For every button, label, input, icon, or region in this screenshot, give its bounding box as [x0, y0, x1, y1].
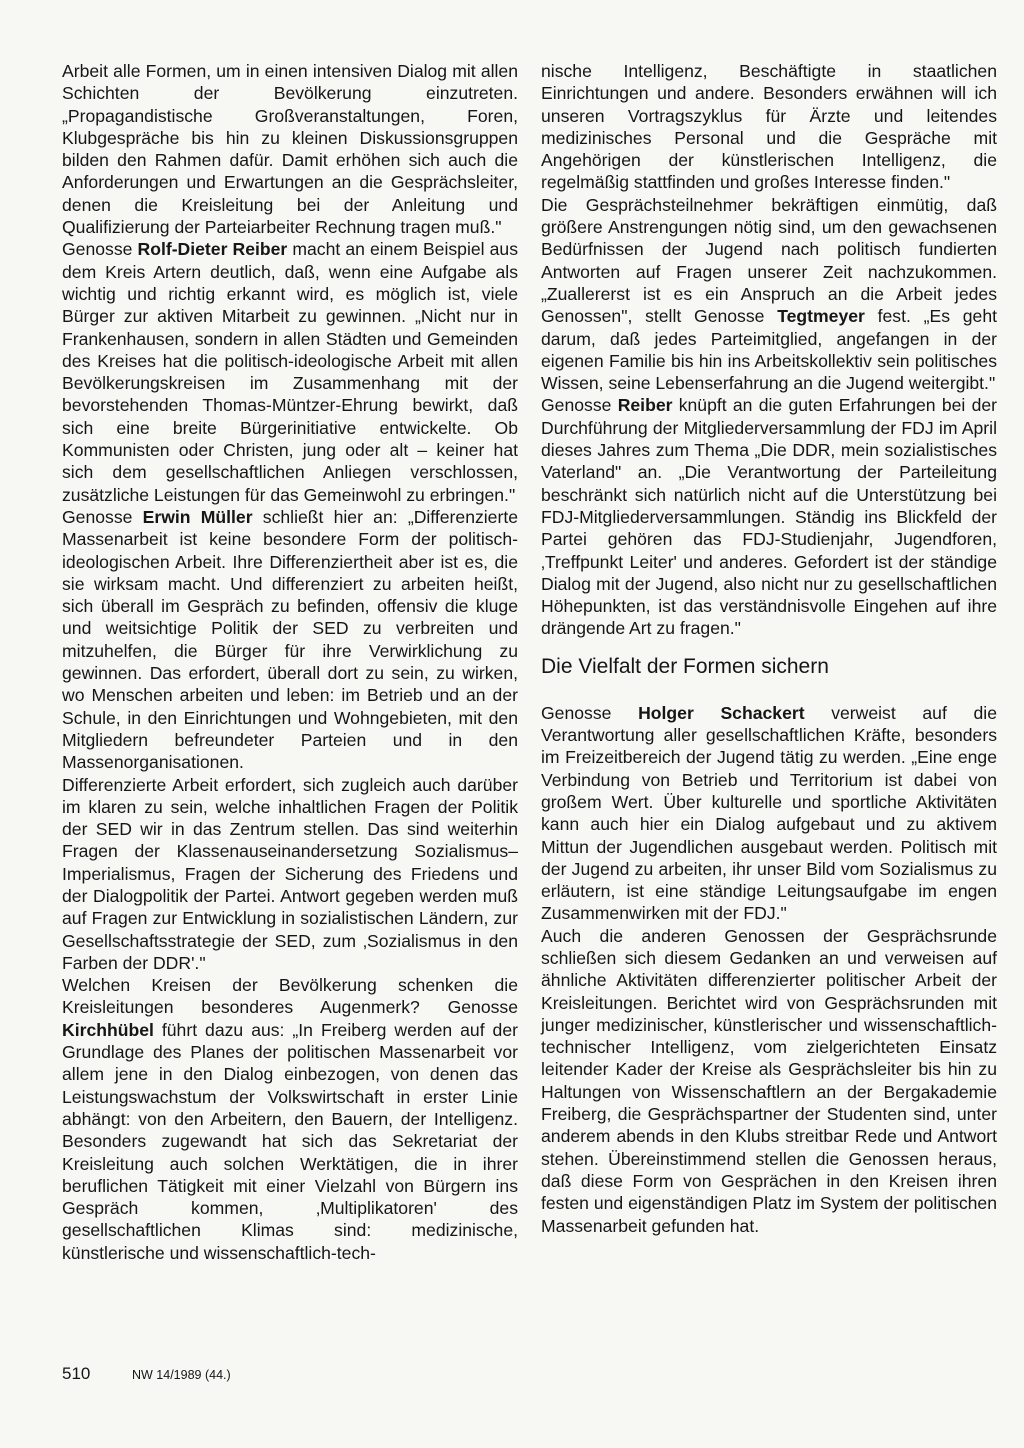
- page-number: 510: [62, 1364, 91, 1383]
- paragraph: Auch die anderen Genossen der Gesprächsrunde schließen sich diesem Gedanken an und verweisen auf ähnliche Aktivitäten differenzierter politischer Arbeit der Kreisleitungen. Berichtet wird von Gesprächsrunden mit junger medizinischer, künstlerischer und wissenschaftlich-technischer Intelligenz, vom zielgerichteten Einsatz leitender Kader der Kreise als Gesprächsleiter bis hin zu Haltungen von Wissenschaftlern an der Bergakademie Freiberg, die Gesprächspartner der Studenten sind, unter anderem abends in den Klubs streitbar Rede und Antwort stehen. Übereinstimmend stellen die Genossen heraus, daß diese Form von Gesprächen in den Kreisen ihren festen und eigenständigen Platz im System der politischen Massenarbeit gefunden hat.: [541, 925, 997, 1236]
- section-heading: Die Vielfalt der Formen sichern: [541, 654, 829, 678]
- speaker-name: Rolf-Dieter Reiber: [137, 239, 288, 260]
- paragraph-text: fest. „Es geht darum, daß jedes Parteimitglied, angefangen in der eigenen Familie bis hin ins Arbeitskollektiv sein politisches Wissen, seine Lebenserfahrung an die Jugend weitergibt.": [541, 306, 997, 394]
- paragraph: [541, 394, 997, 639]
- speaker-name: Tegtmeyer: [777, 306, 865, 327]
- paragraph-text: führt dazu aus: „In Freiberg werden auf der Grundlage des Planes der politischen Massenarbeit vor allem jene in den Dialog einbezogen, von denen das Leistungswachstum der Volkswirtschaft in erster Linie abhängt: von den Arbeitern, den Bauern, der Intelligenz. Besonders zugewandt hat sich das Sekretariat der Kreisleitung auch solchen Werktätigen, die in ihrer beruflichen Tätigkeit mit einer Vielzahl von Bürgern ins Gespräch kommen, ‚Multiplikatoren' des gesellschaftlichen Klimas sind: medizinische, künstlerische und wissenschaftlich-tech-: [62, 1019, 518, 1263]
- paragraph: [541, 194, 997, 395]
- paragraph-text: Genosse: [541, 702, 639, 723]
- paragraph: [62, 974, 518, 1264]
- paragraph-text: knüpft an die guten Erfahrungen bei der Durchführung der Mitgliederversammlung der FDJ im April dieses Jahres zum Thema „Die DDR, mein sozialistisches Vaterland" an. „Die Verantwortung der Parteileitung beschränkt sich natürlich nicht auf die Unterstützung bei FDJ-Mitgliederversammlungen. Ständig ins Blickfeld der Partei gehören das FDJ-Studienjahr, Jugendforen, ‚Treffpunkt Leiter' und anderes. Gefordert ist der ständige Dialog mit der Jugend, also nicht nur zu gesellschaftlichen Höhepunkten, ist das verständnisvolle Eingehen auf ihre drängende Art zu fragen.": [541, 395, 997, 639]
- speaker-name: Holger Schackert: [638, 702, 805, 723]
- speaker-name: Erwin Müller: [142, 506, 253, 527]
- paragraph: Arbeit alle Formen, um in einen intensiven Dialog mit allen Schichten der Bevölkerung einzutreten. „Propagandistische Großveranstaltungen, Foren, Klubgespräche bis hin zu kleinen Diskussionsgruppen bilden den Rahmen dafür. Damit erhöhen sich auch die Anforderungen und Erwartungen an die Gesprächsleiter, denen die Kreisleitung bei der Anleitung und Qualifizierung der Parteiarbeiter Rechnung tragen muß.": [62, 61, 518, 238]
- page-footer: [62, 1364, 231, 1385]
- issue-label: NW 14/1989 (44.): [132, 1368, 231, 1382]
- speaker-name: Reiber: [617, 395, 673, 416]
- paragraph-text: Genosse: [62, 239, 138, 260]
- paragraph: nische Intelligenz, Beschäftigte in staatlichen Einrichtungen und andere. Besonders erwähnen will ich unseren Vortragszyklus für Ärzte und leitendes medizinisches Personal und die Gespräche mit Angehörigen der künstlerischen Intelligenz, die regelmäßig stattfinden und großes Interesse finden.": [541, 61, 997, 193]
- paragraph-text: verweist auf die Verantwortung aller gesellschaftlichen Kräfte, besonders im Freizeitbereich der Jugend tätig zu werden. „Eine enge Verbindung von Betrieb und Territorium ist dabei von großem Wert. Über kulturelle und sportliche Aktivitäten kann auch hier ein Dialog aufgebaut und zu aktivem Mittun der Jugendlichen ausgebaut werden. Politisch mit der Jugend zu arbeiten, ihr unser Bild vom Sozialismus zu erläutern, ist eine ständige Leitungsaufgabe im engen Zusammenwirken mit der FDJ.": [541, 702, 997, 924]
- paragraph-text: Genosse: [541, 395, 618, 416]
- paragraph: [541, 702, 997, 925]
- paragraph-text: Die Gesprächsteilnehmer bekräftigen einmütig, daß größere Anstrengungen nötig sind, um den gewachsenen Bedürfnissen der Jugend nach politisch fundierten Antworten auf Fragen unserer Zeit nachzukommen. „Zuallererst ist es ein Anspruch an die Arbeit jedes Genossen", stellt Genosse: [541, 194, 997, 327]
- paragraph-text: schließt hier an: „Differenzierte Massenarbeit ist keine besondere Form der politisch-ideologischen Arbeit. Ihre Differenziertheit aber ist es, die sie wirksam macht. Und differenziert zu arbeiten heißt, sich überall im Gespräch zu befinden, offensiv die kluge und weitsichtige Politik der SED zu verbreiten und mitzuhelfen, die Bürger für ihre Verwirklichung zu gewinnen. Das erfordert, überall dort zu sein, zu wirken, wo Menschen arbeiten und leben: im Betrieb und an der Schule, in den Einrichtungen und Wohngebieten, mit den Mitgliedern befreundeter Parteien und in den Massenorganisationen.: [62, 506, 519, 773]
- speaker-name: Kirchhübel: [62, 1019, 154, 1040]
- right-column: [541, 60, 997, 1237]
- paragraph-text: macht an einem Beispiel aus dem Kreis Artern deutlich, daß, wenn eine Aufgabe als wichtig und richtig erkannt wird, es möglich ist, viele Bürger zur aktiven Mitarbeit zu gewinnen. „Nicht nur in Frankenhausen, sondern in allen Städten und Gemeinden des Kreises hat die politisch-ideologische Arbeit mit allen Bevölkerungskreisen im Zusammenhang mit der bevorstehenden Thomas-Müntzer-Ehrung bewirkt, daß sich eine breite Bürgerinitiative entwickelte. Ob Kommunisten oder Christen, jung oder alt – keiner hat sich dem gesellschaftlichen Anliegen verschlossen, zusätzliche Leistungen für das Gemeinwohl zu erbringen.": [62, 239, 518, 505]
- paragraph: Differenzierte Arbeit erfordert, sich zugleich auch darüber im klaren zu sein, welche inhaltlichen Fragen der Politik der SED wir in das Zentrum stellen. Das sind weiterhin Fragen der Klassenauseinandersetzung Sozialismus–Imperialismus, Fragen der Sicherung des Friedens und der Dialogpolitik der Partei. Antwort gegeben werden muß auf Fragen zur Entwicklung in sozialistischen Ländern, zur Gesellschaftsstrategie der SED, zum ‚Sozialismus in den Farben der DDR'.": [62, 774, 518, 973]
- left-column: [62, 60, 518, 1264]
- paragraph: [62, 238, 518, 506]
- paragraph-text: Genosse: [62, 506, 143, 527]
- paragraph: [62, 506, 518, 774]
- paragraph-text: Welchen Kreisen der Bevölkerung schenken die Kreisleitungen besonderes Augenmerk? Genosse: [62, 975, 518, 1018]
